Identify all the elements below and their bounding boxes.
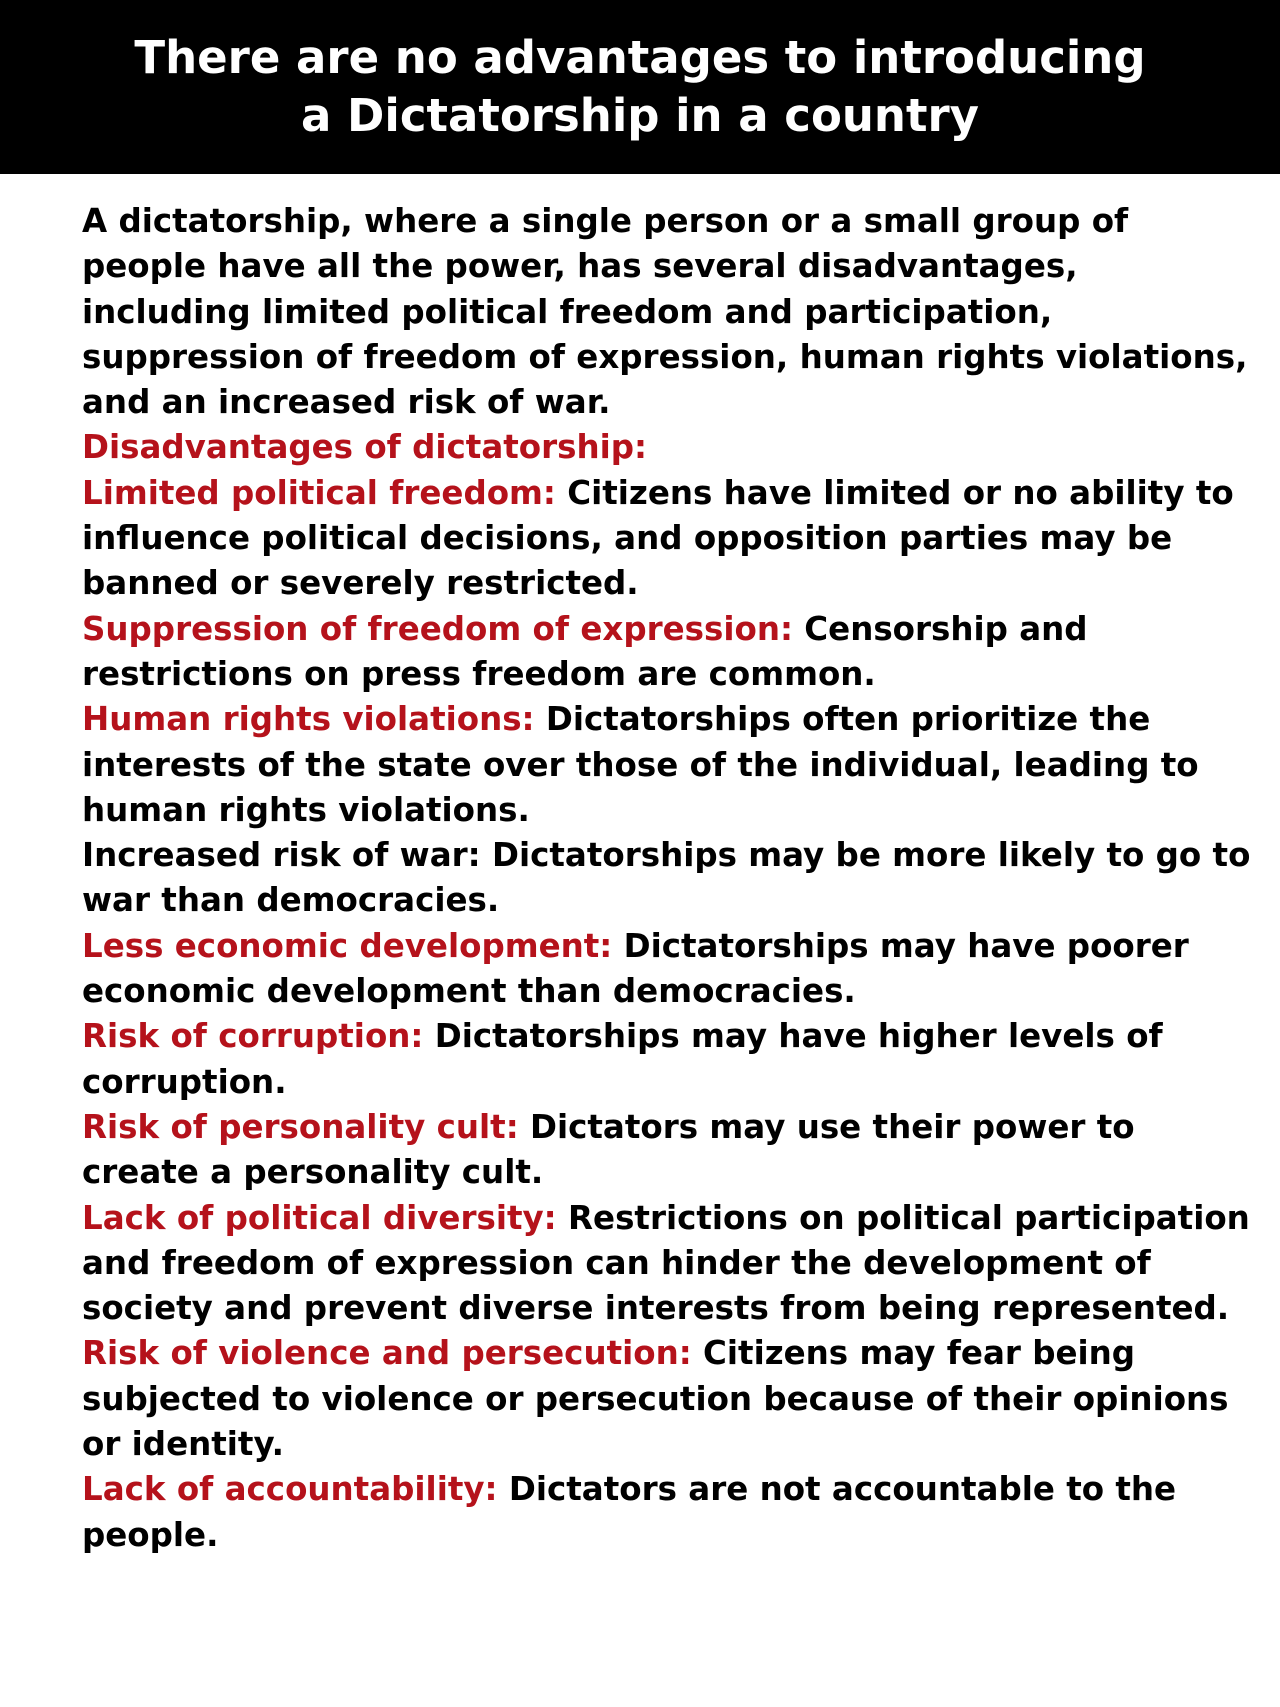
page-title [40,29,1240,145]
disadvantage-text: Dictatorships may have higher levels of corruption. [82,1017,1163,1101]
page-title-line-2: a Dictatorship in a country [301,89,979,142]
disadvantage-text: Dictators are not accountable to the people. [82,1470,1177,1554]
disadvantage-label: Lack of accountability: [82,1470,498,1509]
disadvantage-text: Citizens may fear being subjected to violence or persecution because of their opinions or identity. [82,1334,1229,1464]
disadvantage-item [82,1014,1252,1105]
disadvantage-text: Dictatorships may have poorer economic development than democracies. [82,926,1189,1011]
disadvantage-label: Suppression of freedom of expression: [82,609,793,648]
intro-paragraph: A dictatorship, where a single person or a small group of people have all the power, has several disadvantages, including limited political freedom and participation, suppression of freedom of expression, human rights violations, and an increased risk of war. [82,202,1248,422]
disadvantage-text: Citizens have limited or no ability to influence political decisions, and opposition parties may be banned or severely restricted. [82,473,1234,603]
disadvantage-label: Risk of corruption: [82,1017,424,1056]
disadvantage-text: Censorship and restrictions on press freedom are common. [82,609,1088,693]
disadvantage-item [82,1105,1252,1196]
page-title-line-1: There are no advantages to introducing [134,31,1146,84]
disadvantage-item [82,607,1252,698]
disadvantage-item [82,1196,1252,1332]
disadvantage-text: Increased risk of war: Dictatorships may be more likely to go to war than democracies. [82,836,1251,920]
disadvantage-text: Restrictions on political participation and freedom of expression can hinder the development of society and prevent diverse interests from being represented. [82,1198,1250,1328]
disadvantage-label: Less economic development: [82,926,613,965]
disadvantage-item [82,924,1252,1015]
disadvantage-text: Dictatorships often prioritize the interests of the state over those of the individual, leading to human rights violations. [82,700,1199,829]
disadvantage-label: Limited political freedom: [82,473,556,512]
disadvantage-label: Lack of political diversity: [82,1198,557,1237]
section-heading: Disadvantages of dictatorship: [82,428,648,467]
disadvantage-label: Risk of violence and persecution: [82,1334,692,1373]
article-body [82,199,1252,1558]
disadvantage-item [82,833,1252,924]
disadvantage-item [82,697,1252,833]
disadvantage-label: Human rights violations: [82,700,535,739]
disadvantage-label: Risk of personality cult: [82,1107,519,1146]
disadvantage-item [82,471,1252,607]
disadvantage-text: Dictators may use their power to create a personality cult. [82,1107,1135,1192]
disadvantage-item [82,1467,1252,1558]
title-banner [0,0,1280,174]
disadvantage-item [82,1331,1252,1467]
